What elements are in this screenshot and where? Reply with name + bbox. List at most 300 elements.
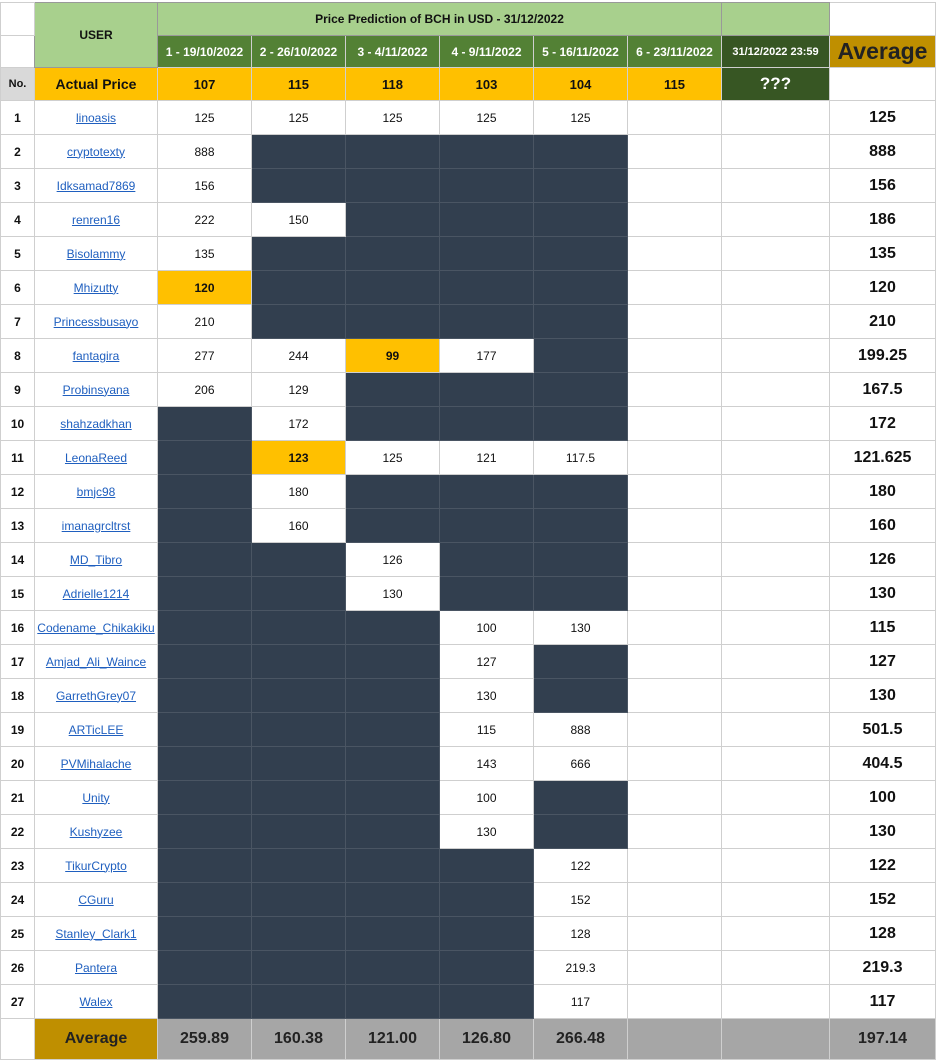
prediction-cell[interactable]: 100 [440, 611, 534, 645]
prediction-cell[interactable] [722, 815, 830, 849]
round-header[interactable]: 4 - 9/11/2022 [440, 36, 534, 68]
blocked-cell[interactable] [346, 407, 440, 441]
prediction-cell[interactable]: 115 [440, 713, 534, 747]
round-header[interactable]: 5 - 16/11/2022 [534, 36, 628, 68]
prediction-cell[interactable] [628, 543, 722, 577]
user-link[interactable]: Stanley_Clark1 [35, 917, 158, 951]
actual-price-cell[interactable]: 115 [628, 68, 722, 101]
blocked-cell[interactable] [158, 475, 252, 509]
blocked-cell[interactable] [252, 713, 346, 747]
blocked-cell[interactable] [346, 917, 440, 951]
prediction-cell[interactable] [628, 985, 722, 1019]
blocked-cell[interactable] [252, 985, 346, 1019]
prediction-cell[interactable]: 127 [440, 645, 534, 679]
blocked-cell[interactable] [346, 985, 440, 1019]
user-average[interactable]: 127 [830, 645, 936, 679]
user-link[interactable]: Walex [35, 985, 158, 1019]
user-link[interactable]: fantagira [35, 339, 158, 373]
prediction-cell[interactable] [628, 611, 722, 645]
prediction-cell[interactable] [628, 577, 722, 611]
prediction-cell[interactable] [628, 509, 722, 543]
user-average[interactable]: 404.5 [830, 747, 936, 781]
user-average[interactable]: 219.3 [830, 951, 936, 985]
user-average[interactable]: 501.5 [830, 713, 936, 747]
actual-price-cell[interactable]: 115 [252, 68, 346, 101]
user-average[interactable]: 172 [830, 407, 936, 441]
blocked-cell[interactable] [158, 509, 252, 543]
blocked-cell[interactable] [252, 577, 346, 611]
blocked-cell[interactable] [534, 339, 628, 373]
blocked-cell[interactable] [440, 237, 534, 271]
round-header[interactable]: 3 - 4/11/2022 [346, 36, 440, 68]
blocked-cell[interactable] [534, 781, 628, 815]
prediction-cell[interactable] [628, 101, 722, 135]
blocked-cell[interactable] [346, 679, 440, 713]
row-number[interactable]: 3 [1, 169, 35, 203]
prediction-cell[interactable] [628, 849, 722, 883]
blocked-cell[interactable] [440, 373, 534, 407]
blocked-cell[interactable] [158, 849, 252, 883]
prediction-cell[interactable]: 125 [534, 101, 628, 135]
blocked-cell[interactable] [346, 849, 440, 883]
row-number[interactable]: 14 [1, 543, 35, 577]
row-number[interactable]: 27 [1, 985, 35, 1019]
blocked-cell[interactable] [440, 883, 534, 917]
prediction-cell[interactable]: 128 [534, 917, 628, 951]
user-average[interactable]: 167.5 [830, 373, 936, 407]
prediction-cell[interactable] [628, 645, 722, 679]
closest-prediction-cell[interactable]: 120 [158, 271, 252, 305]
prediction-cell[interactable] [722, 645, 830, 679]
prediction-cell[interactable] [628, 407, 722, 441]
row-number[interactable]: 12 [1, 475, 35, 509]
blocked-cell[interactable] [252, 237, 346, 271]
user-average[interactable]: 130 [830, 577, 936, 611]
prediction-cell[interactable]: 125 [346, 101, 440, 135]
actual-price-cell[interactable]: 103 [440, 68, 534, 101]
prediction-cell[interactable]: 152 [534, 883, 628, 917]
blocked-cell[interactable] [440, 985, 534, 1019]
row-number[interactable]: 11 [1, 441, 35, 475]
prediction-cell[interactable]: 125 [158, 101, 252, 135]
user-average[interactable]: 180 [830, 475, 936, 509]
prediction-cell[interactable] [628, 135, 722, 169]
blocked-cell[interactable] [534, 407, 628, 441]
prediction-cell[interactable] [628, 475, 722, 509]
blocked-cell[interactable] [346, 237, 440, 271]
blocked-cell[interactable] [158, 441, 252, 475]
user-average[interactable]: 122 [830, 849, 936, 883]
blocked-cell[interactable] [346, 645, 440, 679]
footer-blank[interactable] [1, 1019, 35, 1060]
round-header[interactable]: 2 - 26/10/2022 [252, 36, 346, 68]
actual-price-cell[interactable]: 107 [158, 68, 252, 101]
final-date-header[interactable]: 31/12/2022 23:59 [722, 36, 830, 68]
user-average[interactable]: 125 [830, 101, 936, 135]
prediction-cell[interactable]: 117.5 [534, 441, 628, 475]
prediction-cell[interactable]: 160 [252, 509, 346, 543]
blocked-cell[interactable] [346, 815, 440, 849]
prediction-cell[interactable] [628, 203, 722, 237]
prediction-cell[interactable]: 222 [158, 203, 252, 237]
prediction-cell[interactable]: 210 [158, 305, 252, 339]
prediction-cell[interactable]: 122 [534, 849, 628, 883]
row-number[interactable]: 13 [1, 509, 35, 543]
user-link[interactable]: Pantera [35, 951, 158, 985]
blocked-cell[interactable] [158, 577, 252, 611]
blocked-cell[interactable] [440, 203, 534, 237]
prediction-cell[interactable] [722, 203, 830, 237]
blocked-cell[interactable] [534, 373, 628, 407]
blocked-cell[interactable] [252, 679, 346, 713]
prediction-cell[interactable] [722, 917, 830, 951]
blocked-cell[interactable] [346, 271, 440, 305]
prediction-cell[interactable]: 177 [440, 339, 534, 373]
blocked-cell[interactable] [158, 951, 252, 985]
prediction-cell[interactable] [628, 781, 722, 815]
blocked-cell[interactable] [534, 577, 628, 611]
prediction-cell[interactable] [722, 373, 830, 407]
user-link[interactable]: MD_Tibro [35, 543, 158, 577]
prediction-cell[interactable] [722, 951, 830, 985]
prediction-cell[interactable] [628, 373, 722, 407]
prediction-cell[interactable] [722, 475, 830, 509]
prediction-cell[interactable] [628, 713, 722, 747]
user-link[interactable]: Princessbusayo [35, 305, 158, 339]
actual-price-cell[interactable]: 104 [534, 68, 628, 101]
blocked-cell[interactable] [534, 237, 628, 271]
user-link[interactable]: Bisolammy [35, 237, 158, 271]
round-average[interactable] [628, 1019, 722, 1060]
prediction-cell[interactable]: 100 [440, 781, 534, 815]
user-average[interactable]: 130 [830, 815, 936, 849]
prediction-cell[interactable] [722, 543, 830, 577]
prediction-cell[interactable]: 125 [346, 441, 440, 475]
row-number[interactable]: 9 [1, 373, 35, 407]
blocked-cell[interactable] [346, 713, 440, 747]
prediction-cell[interactable] [628, 815, 722, 849]
prediction-cell[interactable] [628, 951, 722, 985]
user-link[interactable]: renren16 [35, 203, 158, 237]
user-average[interactable]: 130 [830, 679, 936, 713]
page-title[interactable]: Price Prediction of BCH in USD - 31/12/2022 [158, 3, 722, 36]
blocked-cell[interactable] [440, 169, 534, 203]
prediction-cell[interactable] [628, 883, 722, 917]
user-average[interactable]: 115 [830, 611, 936, 645]
row-number[interactable]: 24 [1, 883, 35, 917]
row-number[interactable]: 20 [1, 747, 35, 781]
blocked-cell[interactable] [252, 747, 346, 781]
blocked-cell[interactable] [440, 305, 534, 339]
user-link[interactable]: bmjc98 [35, 475, 158, 509]
round-average[interactable]: 121.00 [346, 1019, 440, 1060]
prediction-cell[interactable]: 172 [252, 407, 346, 441]
user-link[interactable]: ARTicLEE [35, 713, 158, 747]
prediction-cell[interactable]: 666 [534, 747, 628, 781]
average-header[interactable]: Average [830, 36, 936, 68]
prediction-cell[interactable]: 206 [158, 373, 252, 407]
prediction-cell[interactable] [722, 985, 830, 1019]
prediction-cell[interactable]: 150 [252, 203, 346, 237]
blocked-cell[interactable] [440, 849, 534, 883]
blocked-cell[interactable] [534, 271, 628, 305]
prediction-cell[interactable]: 888 [534, 713, 628, 747]
row-number[interactable]: 8 [1, 339, 35, 373]
blocked-cell[interactable] [158, 645, 252, 679]
prediction-cell[interactable] [722, 509, 830, 543]
prediction-cell[interactable]: 156 [158, 169, 252, 203]
prediction-cell[interactable] [722, 407, 830, 441]
prediction-cell[interactable]: 219.3 [534, 951, 628, 985]
prediction-cell[interactable] [628, 339, 722, 373]
closest-prediction-cell[interactable]: 99 [346, 339, 440, 373]
round-average[interactable]: 259.89 [158, 1019, 252, 1060]
prediction-cell[interactable] [722, 305, 830, 339]
user-average[interactable]: 186 [830, 203, 936, 237]
round-average[interactable]: 126.80 [440, 1019, 534, 1060]
prediction-cell[interactable] [722, 883, 830, 917]
round-average[interactable]: 160.38 [252, 1019, 346, 1060]
user-average[interactable]: 135 [830, 237, 936, 271]
final-price-unknown[interactable]: ??? [722, 68, 830, 101]
blocked-cell[interactable] [534, 135, 628, 169]
row-number[interactable]: 6 [1, 271, 35, 305]
blocked-cell[interactable] [252, 305, 346, 339]
prediction-cell[interactable] [628, 747, 722, 781]
blocked-cell[interactable] [252, 169, 346, 203]
blocked-cell[interactable] [346, 747, 440, 781]
user-link[interactable]: LeonaReed [35, 441, 158, 475]
row-number[interactable]: 10 [1, 407, 35, 441]
user-average[interactable]: 210 [830, 305, 936, 339]
user-link[interactable]: PVMihalache [35, 747, 158, 781]
blocked-cell[interactable] [346, 203, 440, 237]
title-blank-cell[interactable] [722, 3, 830, 36]
blocked-cell[interactable] [440, 407, 534, 441]
blocked-cell[interactable] [440, 135, 534, 169]
user-link[interactable]: TikurCrypto [35, 849, 158, 883]
row-number[interactable]: 2 [1, 135, 35, 169]
footer-average-label[interactable]: Average [35, 1019, 158, 1060]
blocked-cell[interactable] [440, 951, 534, 985]
user-link[interactable]: Unity [35, 781, 158, 815]
user-average[interactable]: 156 [830, 169, 936, 203]
blocked-cell[interactable] [252, 917, 346, 951]
blocked-cell[interactable] [440, 577, 534, 611]
blocked-cell[interactable] [440, 509, 534, 543]
prediction-cell[interactable]: 125 [440, 101, 534, 135]
prediction-cell[interactable] [628, 237, 722, 271]
blocked-cell[interactable] [158, 781, 252, 815]
corner-cell[interactable] [1, 3, 35, 36]
prediction-cell[interactable]: 125 [252, 101, 346, 135]
row-number[interactable]: 19 [1, 713, 35, 747]
prediction-cell[interactable] [722, 747, 830, 781]
user-link[interactable]: linoasis [35, 101, 158, 135]
user-link[interactable]: Mhizutty [35, 271, 158, 305]
blocked-cell[interactable] [534, 169, 628, 203]
blocked-cell[interactable] [346, 305, 440, 339]
round-average[interactable]: 266.48 [534, 1019, 628, 1060]
blocked-cell[interactable] [158, 747, 252, 781]
user-link[interactable]: Codename_Chikakiku [35, 611, 158, 645]
user-average[interactable]: 128 [830, 917, 936, 951]
row-number[interactable]: 7 [1, 305, 35, 339]
blocked-cell[interactable] [252, 543, 346, 577]
user-link[interactable]: GarrethGrey07 [35, 679, 158, 713]
blocked-cell[interactable] [158, 713, 252, 747]
prediction-cell[interactable]: 117 [534, 985, 628, 1019]
prediction-cell[interactable]: 244 [252, 339, 346, 373]
prediction-cell[interactable]: 130 [440, 679, 534, 713]
blocked-cell[interactable] [440, 271, 534, 305]
prediction-cell[interactable] [722, 135, 830, 169]
blocked-cell[interactable] [440, 543, 534, 577]
blocked-cell[interactable] [440, 917, 534, 951]
user-link[interactable]: cryptotexty [35, 135, 158, 169]
user-average[interactable]: 117 [830, 985, 936, 1019]
prediction-cell[interactable]: 130 [346, 577, 440, 611]
blocked-cell[interactable] [158, 543, 252, 577]
prediction-cell[interactable]: 130 [440, 815, 534, 849]
blocked-cell[interactable] [534, 645, 628, 679]
prediction-cell[interactable]: 277 [158, 339, 252, 373]
blocked-cell[interactable] [346, 135, 440, 169]
prediction-cell[interactable]: 126 [346, 543, 440, 577]
blocked-cell[interactable] [534, 679, 628, 713]
prediction-cell[interactable]: 121 [440, 441, 534, 475]
blocked-cell[interactable] [534, 543, 628, 577]
user-link[interactable]: CGuru [35, 883, 158, 917]
row-number[interactable]: 25 [1, 917, 35, 951]
blocked-cell[interactable] [346, 373, 440, 407]
prediction-cell[interactable] [722, 237, 830, 271]
blocked-cell[interactable] [252, 135, 346, 169]
user-average[interactable]: 120 [830, 271, 936, 305]
blocked-cell[interactable] [252, 815, 346, 849]
prediction-cell[interactable] [722, 339, 830, 373]
row-number[interactable]: 22 [1, 815, 35, 849]
prediction-cell[interactable] [722, 781, 830, 815]
blocked-cell[interactable] [158, 815, 252, 849]
blocked-cell[interactable] [158, 679, 252, 713]
prediction-cell[interactable] [722, 169, 830, 203]
round-header[interactable]: 6 - 23/11/2022 [628, 36, 722, 68]
round-average[interactable] [722, 1019, 830, 1060]
blocked-cell[interactable] [440, 475, 534, 509]
prediction-cell[interactable] [722, 441, 830, 475]
blocked-cell[interactable] [252, 781, 346, 815]
blocked-cell[interactable] [346, 509, 440, 543]
actual-average-blank[interactable] [830, 68, 936, 101]
blocked-cell[interactable] [346, 883, 440, 917]
prediction-cell[interactable] [628, 305, 722, 339]
overall-average[interactable]: 197.14 [830, 1019, 936, 1060]
row-number[interactable]: 17 [1, 645, 35, 679]
prediction-cell[interactable] [722, 679, 830, 713]
prediction-cell[interactable] [722, 577, 830, 611]
blocked-cell[interactable] [252, 883, 346, 917]
blocked-cell[interactable] [346, 611, 440, 645]
blocked-cell[interactable] [346, 169, 440, 203]
blocked-cell[interactable] [158, 407, 252, 441]
prediction-cell[interactable] [722, 101, 830, 135]
user-link[interactable]: Idksamad7869 [35, 169, 158, 203]
blocked-cell[interactable] [534, 305, 628, 339]
user-average[interactable]: 160 [830, 509, 936, 543]
blocked-cell[interactable] [534, 475, 628, 509]
blocked-cell[interactable] [252, 611, 346, 645]
user-average[interactable]: 121.625 [830, 441, 936, 475]
blocked-cell[interactable] [346, 475, 440, 509]
corner-cell-2[interactable] [1, 36, 35, 68]
blocked-cell[interactable] [252, 271, 346, 305]
row-number[interactable]: 5 [1, 237, 35, 271]
prediction-cell[interactable] [628, 917, 722, 951]
blocked-cell[interactable] [252, 849, 346, 883]
prediction-cell[interactable] [722, 713, 830, 747]
row-number[interactable]: 23 [1, 849, 35, 883]
prediction-cell[interactable]: 180 [252, 475, 346, 509]
prediction-cell[interactable] [628, 271, 722, 305]
row-number[interactable]: 15 [1, 577, 35, 611]
user-link[interactable]: Probinsyana [35, 373, 158, 407]
no-header[interactable]: No. [1, 68, 35, 101]
blocked-cell[interactable] [534, 509, 628, 543]
blocked-cell[interactable] [158, 917, 252, 951]
user-average[interactable]: 888 [830, 135, 936, 169]
user-link[interactable]: Kushyzee [35, 815, 158, 849]
blocked-cell[interactable] [346, 781, 440, 815]
row-number[interactable]: 4 [1, 203, 35, 237]
blocked-cell[interactable] [346, 951, 440, 985]
prediction-cell[interactable] [722, 611, 830, 645]
user-link[interactable]: imanagrcltrst [35, 509, 158, 543]
actual-price-cell[interactable]: 118 [346, 68, 440, 101]
user-average[interactable]: 100 [830, 781, 936, 815]
prediction-cell[interactable]: 143 [440, 747, 534, 781]
user-average[interactable]: 152 [830, 883, 936, 917]
prediction-cell[interactable] [722, 271, 830, 305]
user-average[interactable]: 199.25 [830, 339, 936, 373]
blocked-cell[interactable] [158, 611, 252, 645]
prediction-cell[interactable]: 135 [158, 237, 252, 271]
row-number[interactable]: 16 [1, 611, 35, 645]
blocked-cell[interactable] [158, 883, 252, 917]
blocked-cell[interactable] [252, 645, 346, 679]
user-link[interactable]: shahzadkhan [35, 407, 158, 441]
prediction-cell[interactable] [628, 169, 722, 203]
prediction-cell[interactable] [722, 849, 830, 883]
closest-prediction-cell[interactable]: 123 [252, 441, 346, 475]
actual-price-label[interactable]: Actual Price [35, 68, 158, 101]
row-number[interactable]: 18 [1, 679, 35, 713]
prediction-cell[interactable] [628, 441, 722, 475]
user-header[interactable]: USER [35, 3, 158, 68]
blocked-cell[interactable] [252, 951, 346, 985]
row-number[interactable]: 26 [1, 951, 35, 985]
row-number[interactable]: 21 [1, 781, 35, 815]
prediction-cell[interactable]: 129 [252, 373, 346, 407]
blocked-cell[interactable] [534, 203, 628, 237]
prediction-cell[interactable]: 130 [534, 611, 628, 645]
prediction-cell[interactable] [628, 679, 722, 713]
round-header[interactable]: 1 - 19/10/2022 [158, 36, 252, 68]
row-number[interactable]: 1 [1, 101, 35, 135]
prediction-cell[interactable]: 888 [158, 135, 252, 169]
blocked-cell[interactable] [534, 815, 628, 849]
average-title-blank[interactable] [830, 3, 936, 36]
